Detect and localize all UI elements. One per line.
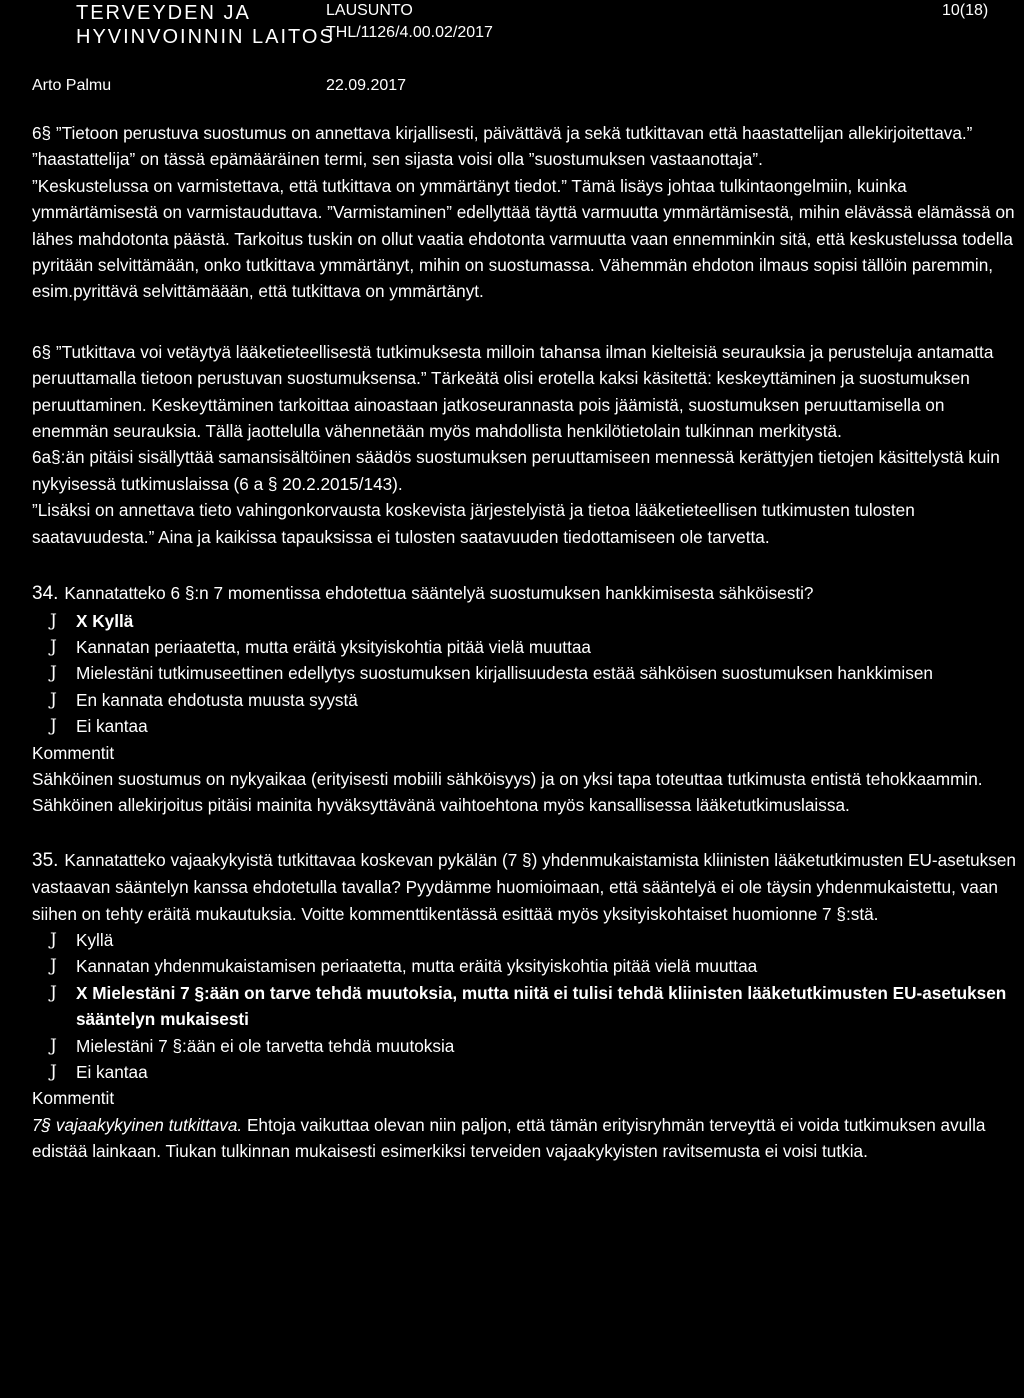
question-35 xyxy=(32,847,1017,1165)
q35-option-1-label: Kyllä xyxy=(76,929,114,950)
checkbox-icon[interactable]: J xyxy=(50,1062,57,1082)
q35-comment-body: Ehtoja vaikuttaa olevan niin paljon, että tämän erityisryhmän terveyttä ei voida tutkimuksen avulla edistää lainkaan. Tiukan tulkinnan mukaisesti esimerkiksi terveiden vajaakykyisten ravitsemusta ei voisi tutkia. xyxy=(32,1114,986,1162)
document-reference xyxy=(326,0,493,44)
checkbox-icon[interactable]: J xyxy=(50,956,57,977)
q34-option-3[interactable] xyxy=(32,660,1017,686)
q34-option-4-label: En kannata ehdotusta muusta syystä xyxy=(76,689,358,710)
q34-option-5-label: Ei kantaa xyxy=(76,716,148,737)
checkbox-icon[interactable]: J xyxy=(50,636,57,657)
question-34 xyxy=(32,580,1017,819)
organization-name xyxy=(76,1,335,49)
question-35-number: 35. xyxy=(32,849,59,871)
q34-comment: Sähköinen suostumus on nykyaikaa (erityisesti mobiili sähköisyys) ja on yksi tapa toteuttaa tutkimusta entistä tehokkaammin. Sähköinen allekirjoitus pitäisi mainita hyväksyttävänä vaihtoehtona myös kansallisessa lääketutkimuslaissa. xyxy=(32,768,983,816)
author-name: Arto Palmu xyxy=(32,77,112,94)
q34-option-1[interactable] xyxy=(32,608,1017,634)
q34-option-3-label: Mielestäni tutkimuseettinen edellytys suostumuksen kirjallisuudesta estää sähköisen suostumuksen hankkimisen xyxy=(76,663,933,684)
checkbox-icon[interactable]: J xyxy=(50,610,57,631)
page-number: 10(18) xyxy=(942,2,989,19)
q34-option-4[interactable] xyxy=(32,687,1017,713)
checkbox-icon[interactable]: J xyxy=(50,929,57,950)
q35-option-3[interactable] xyxy=(32,980,1017,1033)
question-34-heading xyxy=(32,580,1017,607)
document-date: 22.09.2017 xyxy=(326,77,407,94)
q35-option-3-label: X Mielestäni 7 §:ään on tarve tehdä muutoksia, mutta niitä ei tulisi tehdä kliinisten lääketutkimusten EU-asetuksen sääntelyn mukaisesti xyxy=(76,982,1007,1030)
document-body xyxy=(32,120,1017,1165)
q34-option-5[interactable] xyxy=(32,713,1017,739)
q34-option-1-label: X Kyllä xyxy=(76,610,134,631)
checkbox-icon[interactable]: J xyxy=(50,716,57,737)
paragraph-6a: 6a§:än pitäisi sisällyttää samansisältöinen säädös suostumuksen peruuttamiseen mennessä kerättyjen tietojen käsittelystä kuin nykyisessä tutkimuslaissa (6 a § 20.2.2015/143). xyxy=(32,447,1000,494)
q35-option-2-label: Kannatan yhdenmukaistamisen periaatetta, mutta eräitä yksityiskohtia pitää vielä muuttaa xyxy=(76,956,758,977)
question-35-heading xyxy=(32,847,1017,927)
q35-comment-label: Kommentit xyxy=(32,1088,115,1109)
q35-option-5-label: Ei kantaa xyxy=(76,1062,148,1082)
paragraph-understanding: ”Keskustelussa on varmistettava, että tutkittava on ymmärtänyt tiedot.” Tämä lisäys johtaa tulkintaongelmiin, kuinka ymmärtämisestä on varmistauduttava. ”Varmistaminen” edellyttää täyttä varmuutta ymmärtämisestä, mihin elävässä elämässä on lähes mahdotonta päästä. Tarkoitus tuskin on ollut vaatia ehdotonta varmuutta vaan ennemminkin sitä, että keskustelussa todella pyritään selvittämään, onko tutkittava ymmärtänyt, mihin on suostumassa. Vähemmän ehdoton ilmaus sopisi tällöin paremmin, esim.pyrittävä selvittämäään, että tutkittava on ymmärtänyt. xyxy=(32,175,1015,302)
q34-option-2-label: Kannatan periaatetta, mutta eräitä yksityiskohtia pitää vielä muuttaa xyxy=(76,636,591,657)
question-35-text: Kannatatteko vajaakykyistä tutkittavaa koskevan pykälän (7 §) yhdenmukaistamista kliinisten lääketutkimusten EU-asetuksen vastaavan sääntelyn kanssa ehdotetulla tavalla? Pyydämme huomioimaan, että sääntelyä ei ole täysin yhdenmukaistettu, vaan siihen on tehty eräitä mukautuksia. Voitte kommenttikentässä esittää myös yksityiskohtaiset huomionne 7 §:stä. xyxy=(32,849,1016,924)
checkbox-icon[interactable]: J xyxy=(50,689,57,710)
q34-comment-label: Kommentit xyxy=(32,742,115,763)
q35-option-5[interactable] xyxy=(32,1059,1017,1085)
q35-option-4-label: Mielestäni 7 §:ään ei ole tarvetta tehdä muutoksia xyxy=(76,1035,455,1056)
paragraph-withdrawal: 6§ ”Tutkittava voi vetäytyä lääketieteellisestä tutkimuksesta milloin tahansa ilman kielteisiä seurauksia ja perusteluja antamatta peruuttamalla tietoon perustuvan suostumuksensa.” Tärkeätä olisi erotella kaksi käsitettä: keskeyttäminen ja suostumuksen peruuttaminen. Keskeyttäminen tarkoittaa ainoastaan jatkoseurannasta pois jäämistä, suostumuksen peruuttamisella on enemmän seurauksia. Tällä jaottelulla vähennetään myös mahdollista henkilötietolain tulkinnan merkitystä. xyxy=(32,341,994,442)
q35-option-2[interactable] xyxy=(32,953,1017,979)
document-type: LAUSUNTO xyxy=(326,2,413,19)
q35-option-4[interactable] xyxy=(32,1033,1017,1059)
paragraph-compensation: ”Lisäksi on annettava tieto vahingonkorvausta koskevista järjestelyistä ja tietoa lääketieteellisen tutkimusten tulosten saatavuudesta.” Aina ja kaikissa tapauksissa ei tulosten saatavuuden tiedottamiseen ole tarvetta. xyxy=(32,500,915,547)
question-34-text: Kannatatteko 6 §:n 7 momentissa ehdotettua sääntelyä suostumuksen hankkimisesta sähköisesti? xyxy=(64,583,814,604)
question-34-number: 34. xyxy=(32,583,59,605)
document-number: THL/1126/4.00.02/2017 xyxy=(326,24,493,41)
q35-comment-lead: 7§ vajaakykyinen tutkittava. xyxy=(32,1114,243,1135)
q35-comment xyxy=(32,1112,1017,1165)
q34-option-2[interactable] xyxy=(32,634,1017,660)
checkbox-icon[interactable]: J xyxy=(50,663,57,684)
organization-line-2: HYVINVOINNIN LAITOS xyxy=(76,26,335,48)
paragraph-consent-written: 6§ ”Tietoon perustuva suostumus on annettava kirjallisesti, päivättävä ja sekä tutkittavan että haastattelijan allekirjoitettava.” ”haastattelija” on tässä epämääräinen termi, sen sijasta voisi olla ”suostumuksen vastaanottaja”. xyxy=(32,123,973,170)
organization-line-1: TERVEYDEN JA xyxy=(76,2,251,24)
q35-option-1[interactable] xyxy=(32,927,1017,953)
checkbox-icon[interactable]: J xyxy=(50,1035,57,1056)
checkbox-icon[interactable]: J xyxy=(50,982,57,1003)
